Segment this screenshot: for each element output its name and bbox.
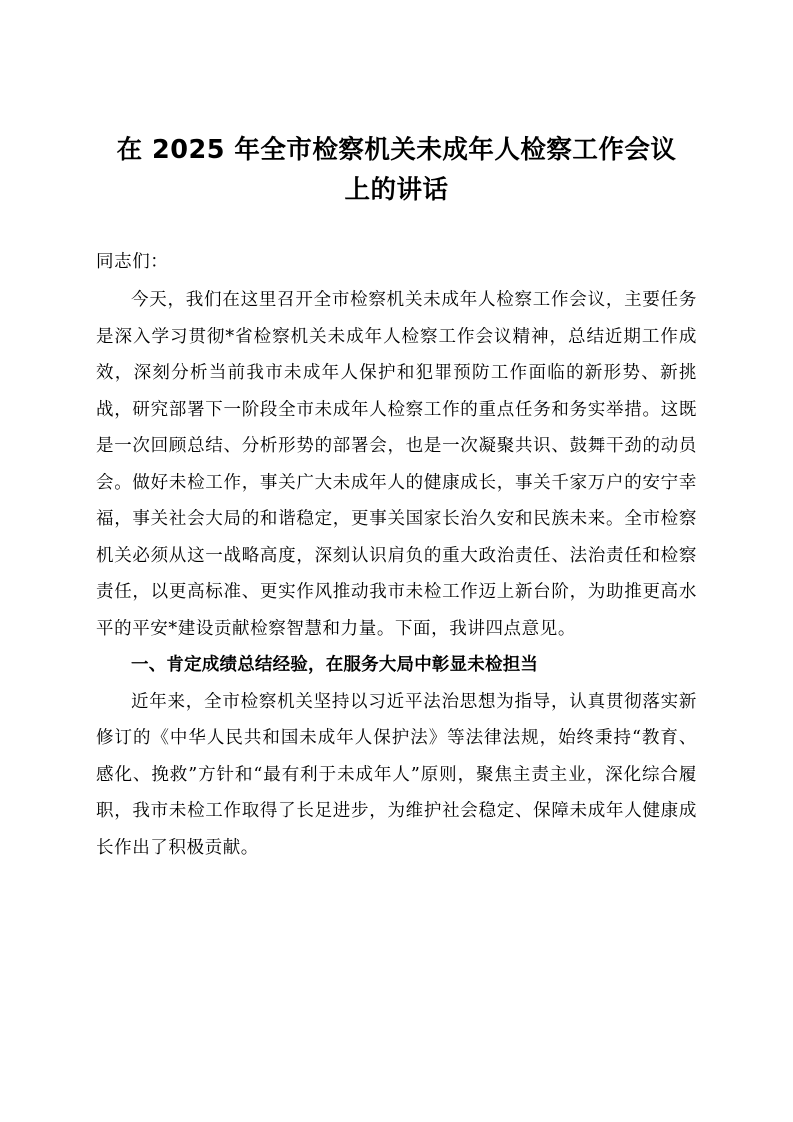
section-heading-1: 一、肯定成绩总结经验，在服务大局中彰显未检担当 [131, 655, 539, 675]
salutation: 同志们： [96, 252, 169, 272]
paragraph-intro: 今天，我们在这里召开全市检察机关未成年人检察工作会议，主要任务是深入学习贯彻*省检察机关未成年人检察工作会议精神，总结近期工作成效，深刻分析当前我市未成年人保护和犯罪预防工作面临的新形势、新挑战，研究部署下一阶段全市未成年人检察工作的重点任务和务实举措。这既是一次回顾总结、分析形势的部署会，也是一次凝聚共识、鼓舞干劲的动员会。做好未检工作，事关广大未成年人的健康成长，事关千家万户的安宁幸福，事关社会大局的和谐稳定，更事关国家长治久安和民族未来。全市检察机关必须从这一战略高度，深刻认识肩负的重大政治责任、法治责任和检察责任，以更高标准、更实作风推动我市未检工作迈上新台阶，为助推更高水平的平安*建设贡献检察智慧和力量。下面，我讲四点意见。 [96, 290, 697, 639]
paragraph-section-1: 近年来，全市检察机关坚持以习近平法治思想为指导，认真贯彻落实新修订的《中华人民共和国未成年人保护法》等法律法规，始终秉持“教育、感化、挽救”方针和“最有利于未成年人”原则，聚焦主责主业，深化综合履职，我市未检工作取得了长足进步，为维护社会稳定、保障未成年人健康成长作出了积极贡献。 [96, 691, 697, 858]
page-title: 在 2025 年全市检察机关未成年人检察工作会议上的讲话 [116, 135, 677, 205]
